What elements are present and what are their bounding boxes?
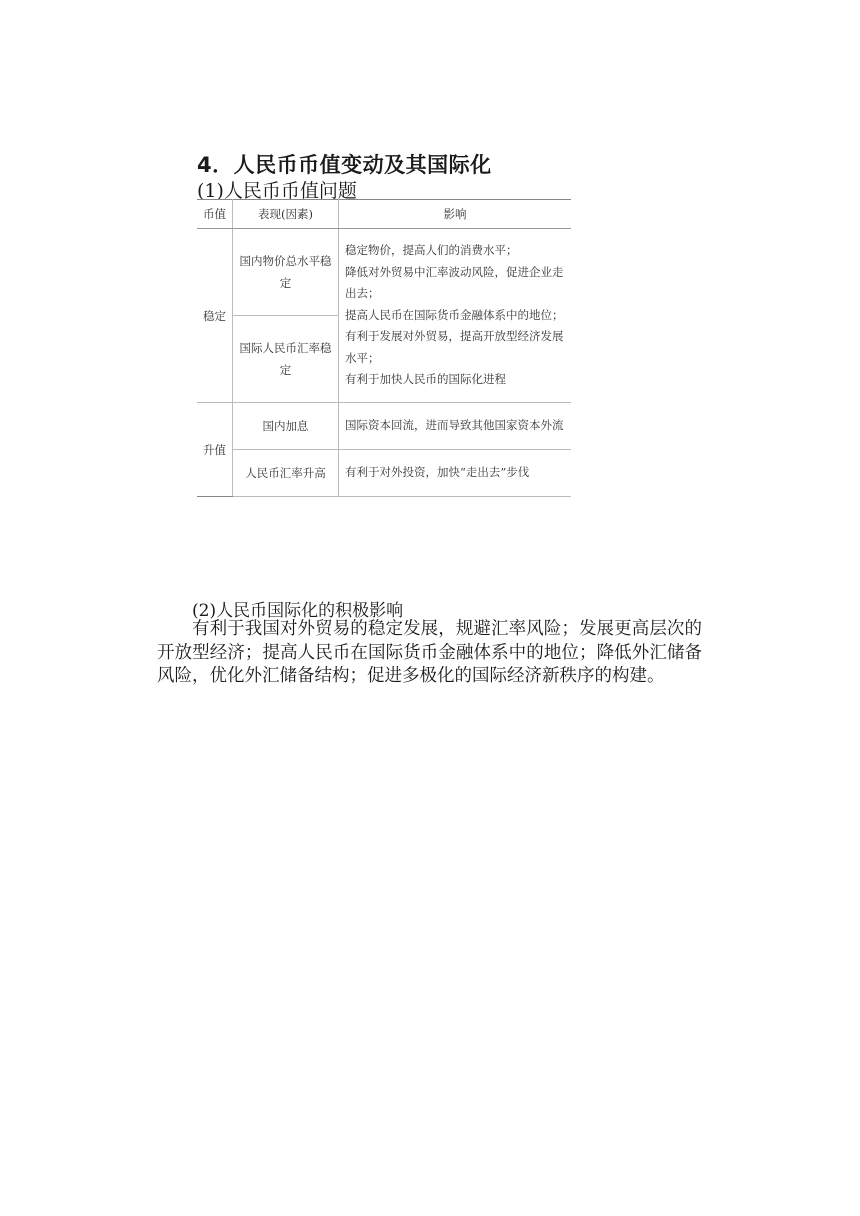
impact-line: 有利于加快人民币的国际化进程	[345, 372, 506, 387]
impact-line: 降低对外贸易中汇率波动风险，促进企业走出去；	[345, 264, 564, 301]
table-row	[197, 403, 571, 450]
impact-cell: 有利于对外投资，加快“走出去”步伐	[339, 450, 572, 497]
impact-line: 有利于发展对外贸易，提高开放型经济发展水平；	[345, 329, 564, 365]
section2-title: (2)人民币国际化的积极影响	[192, 601, 404, 621]
impact-cell-stable	[339, 229, 572, 403]
impact-line: 稳定物价，提高人们的消费水平；	[345, 243, 518, 258]
header-value: 币值	[197, 200, 233, 229]
impact-cell: 国际资本回流，进而导致其他国家资本外流	[339, 403, 572, 450]
factor-cell: 国内物价总水平稳定	[233, 229, 339, 316]
currency-value-table	[197, 199, 571, 497]
value-cell-appreciate: 升值	[197, 403, 233, 497]
factor-cell: 国内加息	[233, 403, 339, 450]
value-cell-stable: 稳定	[197, 229, 233, 403]
header-impact: 影响	[339, 200, 572, 229]
table-title: (1)人民币币值问题	[197, 180, 357, 202]
header-factor: 表现(因素)	[233, 200, 339, 229]
factor-cell: 国际人民币汇率稳定	[233, 316, 339, 403]
table-row	[197, 450, 571, 497]
factor-cell: 人民币汇率升高	[233, 450, 339, 497]
table-header-row	[197, 200, 571, 229]
section-heading: 4．人民币币值变动及其国际化	[197, 153, 492, 177]
table-row	[197, 229, 571, 316]
impact-line: 提高人民币在国际货币金融体系中的地位；	[345, 307, 564, 322]
section2-body: 有利于我国对外贸易的稳定发展，规避汇率风险；发展更高层次的开放型经济；提高人民币在国际货币金融体系中的地位；降低外汇储备风险，优化外汇储备结构；促进多极化的国际经济新秩序的构建。	[157, 619, 702, 686]
